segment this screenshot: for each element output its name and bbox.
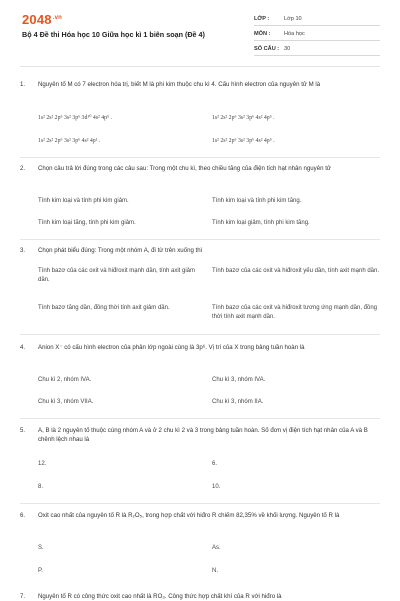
answer-option[interactable]: Tính bazơ tăng dần, đồng thời tính axit giảm dần.	[38, 305, 170, 311]
logo-text: 2048	[22, 12, 52, 27]
answer-option[interactable]: Tính bazơ của các oxit và hiđroxit tương ứng mạnh dần, đồng thời tính axit mạnh dần.	[212, 305, 377, 321]
question-number: 3.	[20, 247, 26, 254]
site-logo[interactable]	[22, 12, 62, 27]
question-number: 2.	[20, 165, 26, 172]
meta-key: SỐ CÂU :	[254, 46, 280, 52]
question-number: 7.	[20, 593, 26, 600]
answer-option[interactable]: As.	[212, 545, 221, 551]
page-title: Bộ 4 Đề thi Hóa học 10 Giữa học kì 1 biên soạn (Đề 4)	[22, 30, 205, 39]
answer-option[interactable]: Chu kì 3, nhóm IIA.	[212, 399, 264, 405]
question-divider	[20, 503, 380, 504]
question-number: 6.	[20, 512, 26, 519]
answer-option[interactable]: Tính bazơ của các oxit và hiđroxit yếu dần, tính axit mạnh dần.	[212, 268, 380, 274]
question-2	[20, 164, 382, 173]
question-number: 5.	[20, 427, 26, 434]
meta-value: Hóa học	[284, 31, 305, 37]
answer-option[interactable]: 12.	[38, 461, 47, 467]
question-4	[20, 343, 382, 352]
question-divider	[20, 334, 380, 335]
question-number: 1.	[20, 81, 26, 88]
question-divider	[20, 157, 380, 158]
question-stem: Nguyên tố M có 7 electron hóa trị, biết M là phi kim thuộc chu kì 4. Cấu hình electron của nguyên tử M là	[38, 81, 321, 88]
question-divider	[20, 418, 380, 419]
answer-option[interactable]: Chu kì 3, nhóm VIIA.	[38, 399, 94, 405]
answer-option[interactable]: Tính kim loại và tính phi kim giảm.	[38, 198, 129, 204]
answer-option[interactable]: 1s² 2s² 2p⁶ 3s² 3p⁶ 4s² 4p¹ .	[38, 138, 101, 144]
answer-option[interactable]: 6.	[212, 461, 218, 467]
meta-value: 30	[284, 46, 291, 52]
answer-option[interactable]: Tính bazơ của các oxit và hiđroxit mạnh dần, tính axit giảm dần.	[38, 268, 196, 284]
answer-option[interactable]: S.	[38, 545, 44, 551]
question-stem: Oxit cao nhất của nguyên tố R là R₂O₅, trong hợp chất với hiđro R chiếm 82,35% về khối lượng. Nguyên tố R là	[38, 512, 340, 519]
question-stem: Anion X⁻ có cấu hình electron của phân lớp ngoài cùng là 3p⁶. Vị trí của X trong bảng tuần hoàn là	[38, 344, 305, 351]
answer-option[interactable]: 1s² 2s² 2p⁶ 3s² 3p⁶ 3d¹⁰ 4s² 4p⁵ .	[38, 115, 112, 121]
answer-option[interactable]: Tính kim loại và tính phi kim tăng.	[212, 198, 302, 204]
document-header	[0, 0, 400, 62]
meta-value: Lớp 10	[284, 16, 302, 22]
answer-option[interactable]: Tính kim loại giảm, tính phi kim tăng.	[212, 220, 310, 226]
meta-row-count	[254, 44, 380, 56]
answer-option[interactable]: 10.	[212, 484, 221, 490]
answer-option[interactable]: 8.	[38, 484, 44, 490]
question-5	[20, 426, 382, 445]
answer-option[interactable]: 1s² 2s² 2p⁶ 3s² 3p⁶ 4s² 4p⁵ .	[212, 115, 275, 121]
logo-suffix: .vn	[52, 15, 63, 21]
header-divider	[20, 66, 380, 67]
answer-option[interactable]: P.	[38, 568, 43, 574]
question-divider	[20, 239, 380, 240]
answer-option[interactable]: Tính kim loại tăng, tính phi kim giảm.	[38, 220, 136, 226]
question-6	[20, 511, 382, 520]
meta-panel	[254, 14, 380, 59]
meta-key: MÔN :	[254, 31, 271, 37]
question-stem: Chọn câu trả lời đúng trong các câu sau: Trong một chu kì, theo chiều tăng của điện tích hạt nhân nguyên tử	[38, 165, 331, 172]
question-3	[20, 246, 382, 255]
answer-option[interactable]: N.	[212, 568, 218, 574]
meta-key: LỚP :	[254, 16, 270, 22]
question-stem: Nguyên tố R có công thức oxit cao nhất là RO₃. Công thức hợp chất khí của R với hiđro là	[38, 593, 282, 600]
question-1	[20, 80, 382, 89]
question-number: 4.	[20, 344, 26, 351]
question-stem: A, B là 2 nguyên tố thuộc cùng nhóm A và ở 2 chu kì 2 và 3 trong bảng tuần hoàn. Số đơn vị điện tích hạt nhân của A và B chênh lệch nhau là	[38, 427, 368, 444]
question-stem: Chọn phát biểu đúng: Trong một nhóm A, đi từ trên xuống thì	[38, 247, 203, 254]
answer-option[interactable]: 1s² 2s² 2p⁶ 3s² 3p⁶ 4s² 4p⁵ .	[212, 138, 275, 144]
meta-row-subject	[254, 29, 380, 41]
answer-option[interactable]: Chu kì 3, nhóm IVA.	[212, 377, 266, 383]
answer-option[interactable]: Chu kì 2, nhóm IVA.	[38, 377, 92, 383]
meta-row-class	[254, 14, 380, 26]
